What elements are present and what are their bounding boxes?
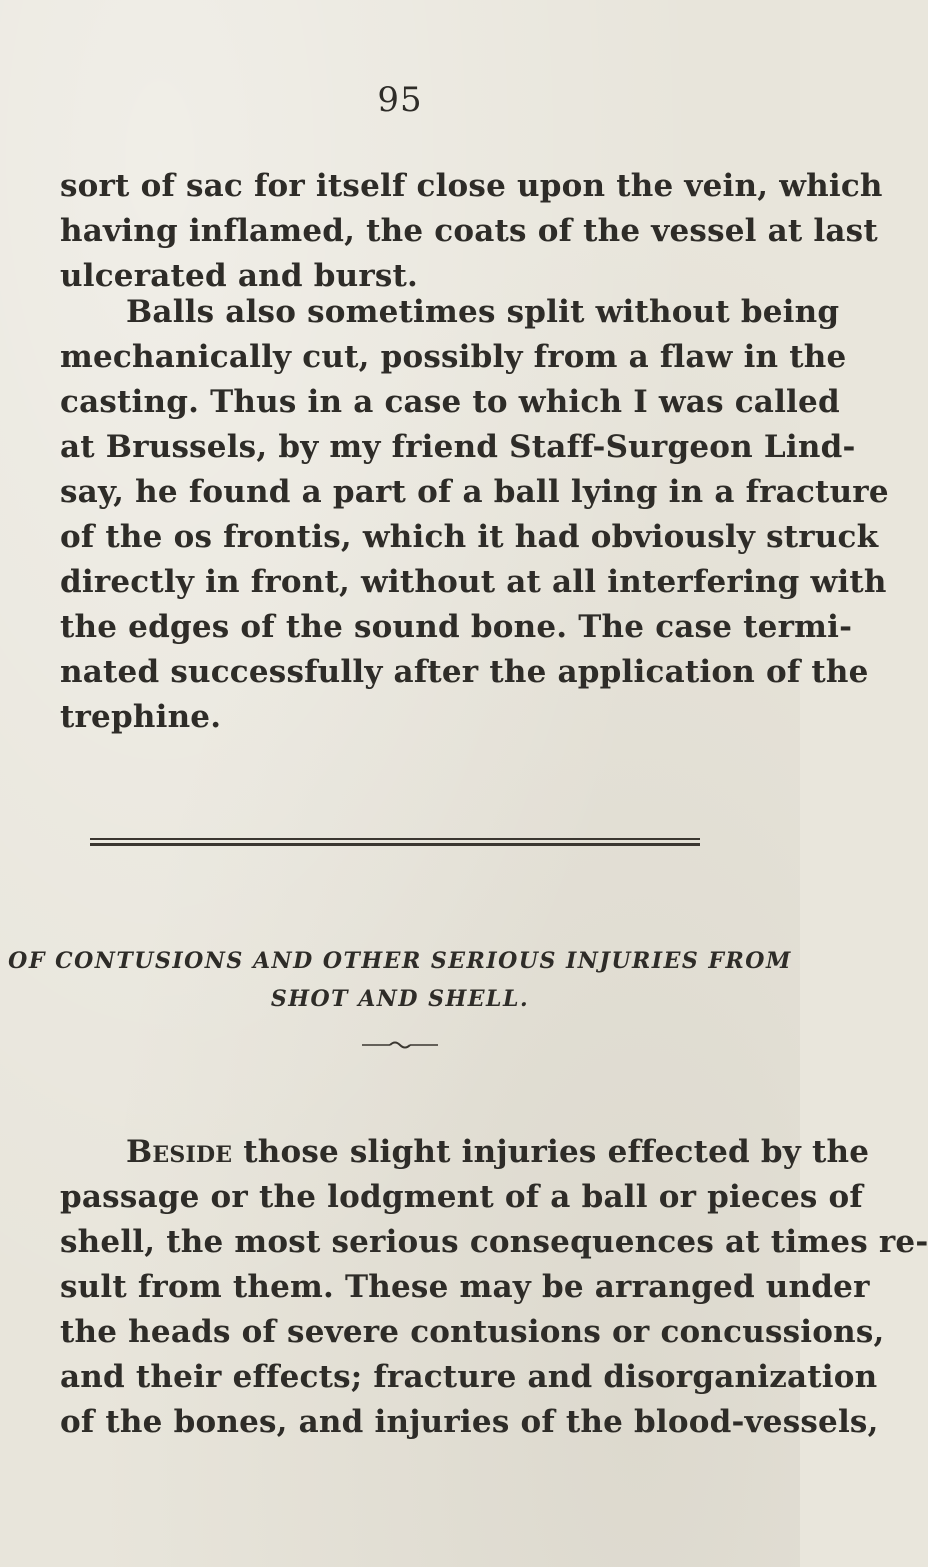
section-divider-rule <box>90 838 700 846</box>
text-line: mechanically cut, possibly from a flaw in the <box>60 339 847 375</box>
text-line: the edges of the sound bone. The case termi- <box>60 609 853 645</box>
text-line: nated successfully after the application of the <box>60 654 869 690</box>
rule-thin-line <box>90 838 700 840</box>
text-line: trephine. <box>60 699 222 735</box>
first-line-rest: those slight injuries effected by the <box>232 1134 870 1170</box>
rule-thick-line <box>90 843 700 846</box>
text-line <box>60 1130 870 1175</box>
opening-word: Beside <box>126 1134 233 1170</box>
text-line: of the os frontis, which it had obviously struck <box>60 519 879 555</box>
text-line: of the bones, and injuries of the blood-vessels, <box>60 1404 879 1440</box>
text-line: at Brussels, by my friend Staff-Surgeon Lind- <box>60 429 856 465</box>
text-line: sult from them. These may be arranged under <box>60 1269 870 1305</box>
text-line: casting. Thus in a case to which I was called <box>60 384 840 420</box>
text-line: directly in front, without at all interfering with <box>60 564 887 600</box>
ornament-flourish-icon <box>360 1040 440 1050</box>
text-line: having inflamed, the coats of the vessel at last <box>60 213 878 249</box>
text-line: passage or the lodgment of a ball or pieces of <box>60 1179 863 1215</box>
text-line: and their effects; fracture and disorganization <box>60 1359 878 1395</box>
text-line: ulcerated and burst. <box>60 258 419 294</box>
text-line: Balls also sometimes split without being <box>126 294 840 330</box>
paragraph-continuation <box>60 164 883 299</box>
paragraph-beside-injuries <box>60 1130 928 1445</box>
section-heading-line-2: SHOT AND SHELL. <box>270 986 530 1012</box>
text-line: sort of sac for itself close upon the vein, which <box>60 168 883 204</box>
page-number: 95 <box>377 80 423 120</box>
paragraph-balls-split <box>60 290 889 740</box>
text-line: say, he found a part of a ball lying in a fracture <box>60 474 889 510</box>
text-line: shell, the most serious consequences at times re- <box>60 1224 928 1260</box>
section-heading-line-1: OF CONTUSIONS AND OTHER SERIOUS INJURIES FROM <box>8 948 792 974</box>
text-line: the heads of severe contusions or concussions, <box>60 1314 885 1350</box>
